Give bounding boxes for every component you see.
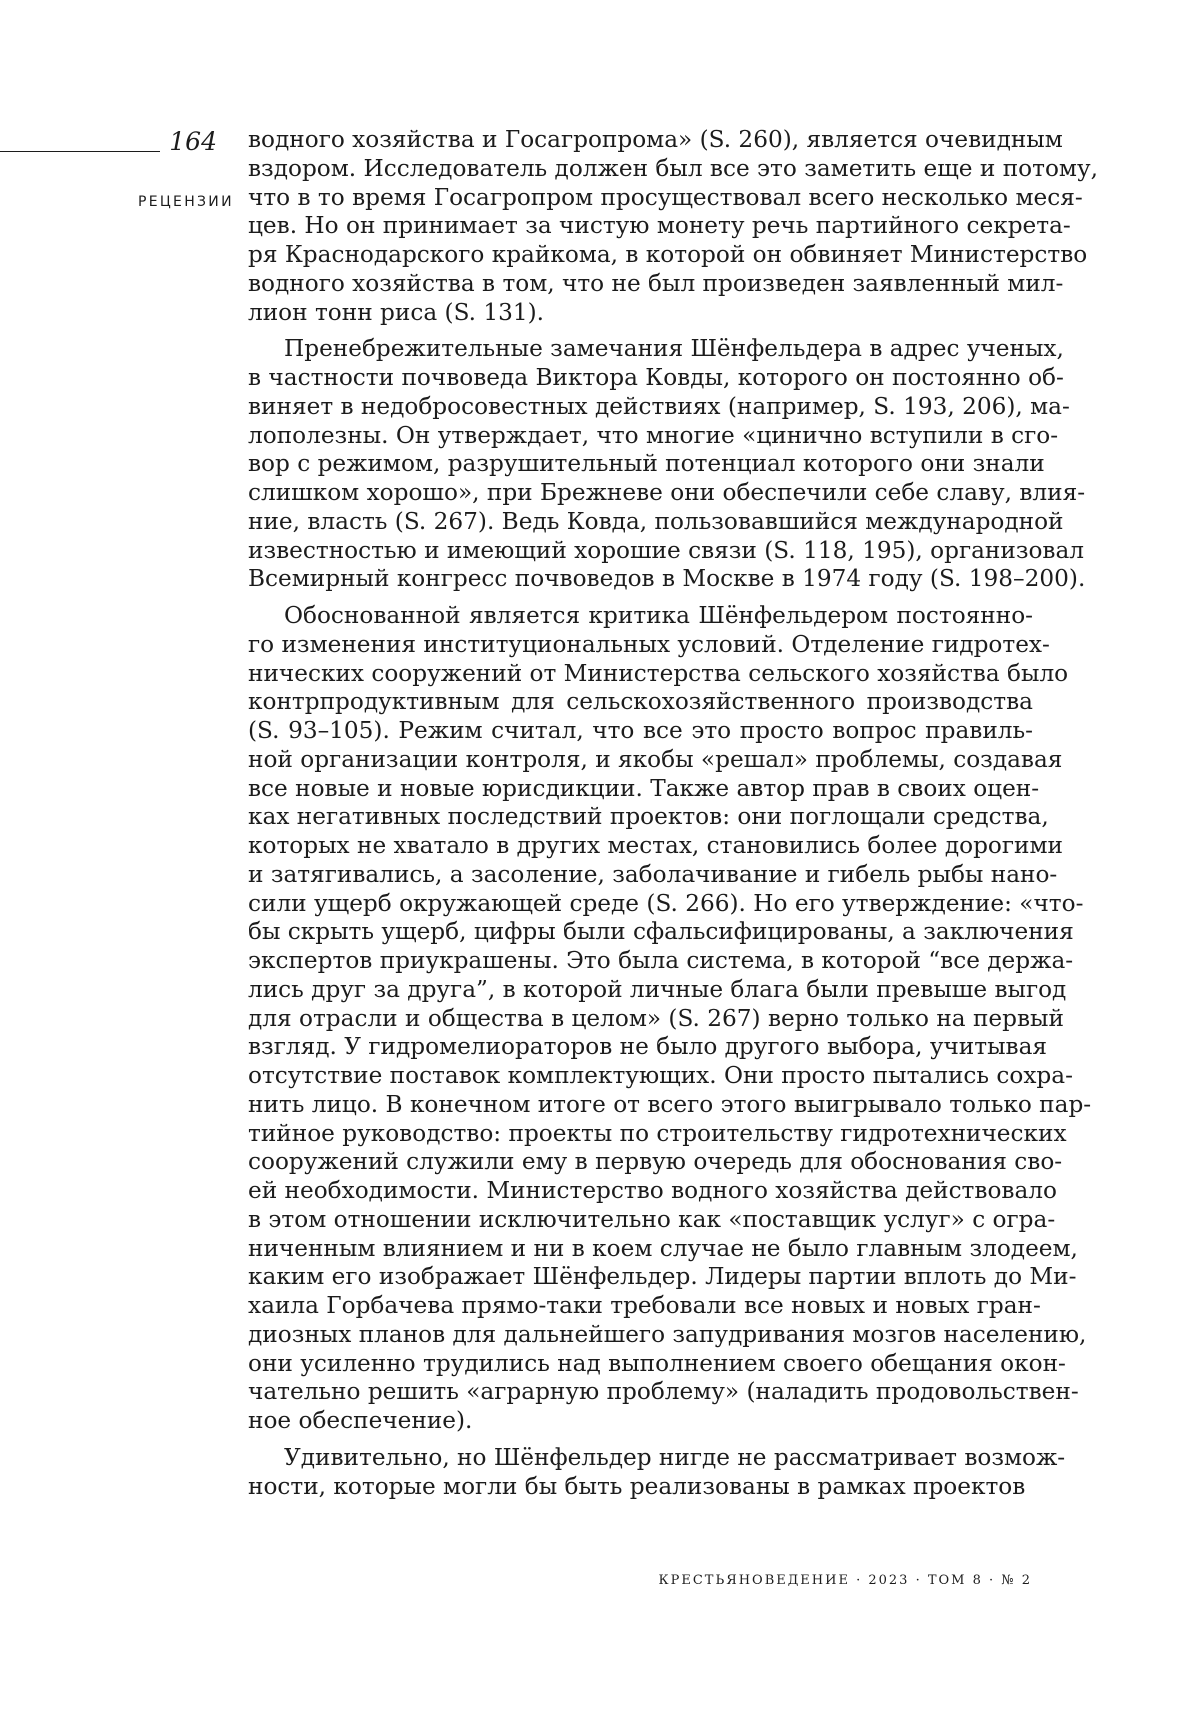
text-line: лополезны. Он утверждает, что многие «цинично вступили в сго- — [248, 421, 1059, 449]
text-line: виняет в недобросовестных действиях (например, S. 193, 206), ма- — [248, 392, 1070, 420]
text-line: что в то время Госагропром просуществовал всего несколько меся- — [248, 183, 1083, 211]
text-line: вор с режимом, разрушительный потенциал которого они знали — [248, 450, 1045, 478]
text-line: Обоснованной является критика Шёнфельдером постоянно- — [284, 602, 1033, 629]
text-line: нических сооружений от Министерства сельского хозяйства было — [248, 659, 1069, 687]
text-line: нить лицо. В конечном итоге от всего этого выигрывало только пар- — [248, 1090, 1092, 1118]
text-line: для отрасли и общества в целом» (S. 267) верно только на первый — [248, 1004, 1064, 1032]
paragraph — [248, 335, 1086, 594]
text-line: лись друг за друга”, в которой личные блага были превыше выгод — [248, 975, 1067, 1003]
text-line: ей необходимости. Министерство водного хозяйства действовало — [248, 1177, 1057, 1204]
text-line: тийное руководство: проекты по строительству гидротехнических — [248, 1119, 1067, 1147]
text-line: взгляд. У гидромелиораторов не было другого выбора, учитывая — [248, 1033, 1048, 1061]
text-line: го изменения институциональных условий. Отделение гидротех- — [248, 630, 1050, 658]
text-line: цев. Но он принимает за чистую монету речь партийного секрета- — [248, 212, 1071, 240]
text-line: чательно решить «аграрную проблему» (наладить продовольствен- — [248, 1378, 1079, 1406]
text-line: слишком хорошо», при Брежневе они обеспечили себе славу, влия- — [248, 479, 1086, 506]
paragraph — [248, 602, 1092, 1436]
text-line: хаила Горбачева прямо-таки требовали все новых и новых гран- — [248, 1292, 1041, 1319]
text-line: экспертов приукрашены. Это была система, в которой “все держа- — [248, 947, 1074, 974]
header-rule — [0, 151, 160, 152]
text-line: Пренебрежительные замечания Шёнфельдера в адрес ученых, — [284, 335, 1064, 363]
text-line: лион тонн риса (S. 131). — [248, 298, 545, 326]
text-line: и затягивались, а засоление, заболачивание и гибель рыбы нано- — [248, 860, 1058, 888]
text-line: ности, которые могли бы быть реализованы в рамках проектов — [248, 1472, 1026, 1500]
journal-footer: КРЕСТЬЯНОВЕДЕНИЕ · 2023 · ТОМ 8 · № 2 — [658, 1573, 1032, 1588]
text-line: ной организации контроля, и якобы «решал» проблемы, создавая — [248, 745, 1063, 773]
paragraph — [248, 126, 1098, 327]
text-line: водного хозяйства и Госагропрома» (S. 260), является очевидным — [248, 126, 1063, 153]
text-line: сооружений служили ему в первую очередь для обоснования сво- — [248, 1148, 1063, 1176]
text-line: вздором. Исследователь должен был все это заметить еще и потому, — [248, 154, 1098, 182]
text-line: Удивительно, но Шёнфельдер нигде не рассматривает возмож- — [284, 1443, 1066, 1471]
text-line: (S. 93–105). Режим считал, что все это просто вопрос правиль- — [248, 717, 1033, 744]
text-line: Всемирный конгресс почвоведов в Москве в 1974 году (S. 198–200). — [248, 565, 1086, 593]
text-line: в этом отношении исключительно как «поставщик услуг» с огра- — [248, 1205, 1056, 1233]
text-line: водного хозяйства в том, что не был произведен заявленный мил- — [248, 269, 1064, 297]
article-body — [248, 126, 1098, 1501]
text-line: все новые и новые юрисдикции. Также автор прав в своих оцен- — [248, 774, 1040, 802]
paragraph — [248, 1443, 1066, 1502]
section-label: РЕЦЕНЗИИ — [138, 194, 234, 210]
text-line: диозных планов для дальнейшего запудривания мозгов населению, — [248, 1320, 1087, 1348]
page-number: 164 — [169, 127, 217, 156]
text-line: они усиленно трудились над выполнением своего обещания окон- — [248, 1349, 1066, 1377]
text-line: отсутствие поставок комплектующих. Они просто пытались сохра- — [248, 1062, 1073, 1089]
text-line: ние, власть (S. 267). Ведь Ковда, пользовавшийся международной — [248, 507, 1064, 535]
text-line: известностью и имеющий хорошие связи (S. 118, 195), организовал — [248, 536, 1085, 564]
text-line: ниченным влиянием и ни в коем случае не было главным злодеем, — [248, 1234, 1078, 1262]
text-line: ках негативных последствий проектов: они поглощали средства, — [248, 803, 1049, 831]
text-line: в частности почвоведа Виктора Ковды, которого он постоянно об- — [248, 364, 1064, 391]
text-line: ное обеспечение). — [248, 1407, 473, 1434]
text-line: каким его изображает Шёнфельдер. Лидеры партии вплоть до Ми- — [248, 1263, 1077, 1291]
text-line: которых не хватало в других местах, становились более дорогими — [248, 832, 1063, 859]
text-line: сили ущерб окружающей среде (S. 266). Но его утверждение: «что- — [248, 889, 1084, 917]
text-line: ря Краснодарского крайкома, в которой он обвиняет Министерство — [248, 241, 1088, 268]
text-line: контрпродуктивным для сельскохозяйственного производства — [248, 688, 1033, 716]
text-line: бы скрыть ущерб, цифры были сфальсифицированы, а заключения — [248, 918, 1074, 946]
